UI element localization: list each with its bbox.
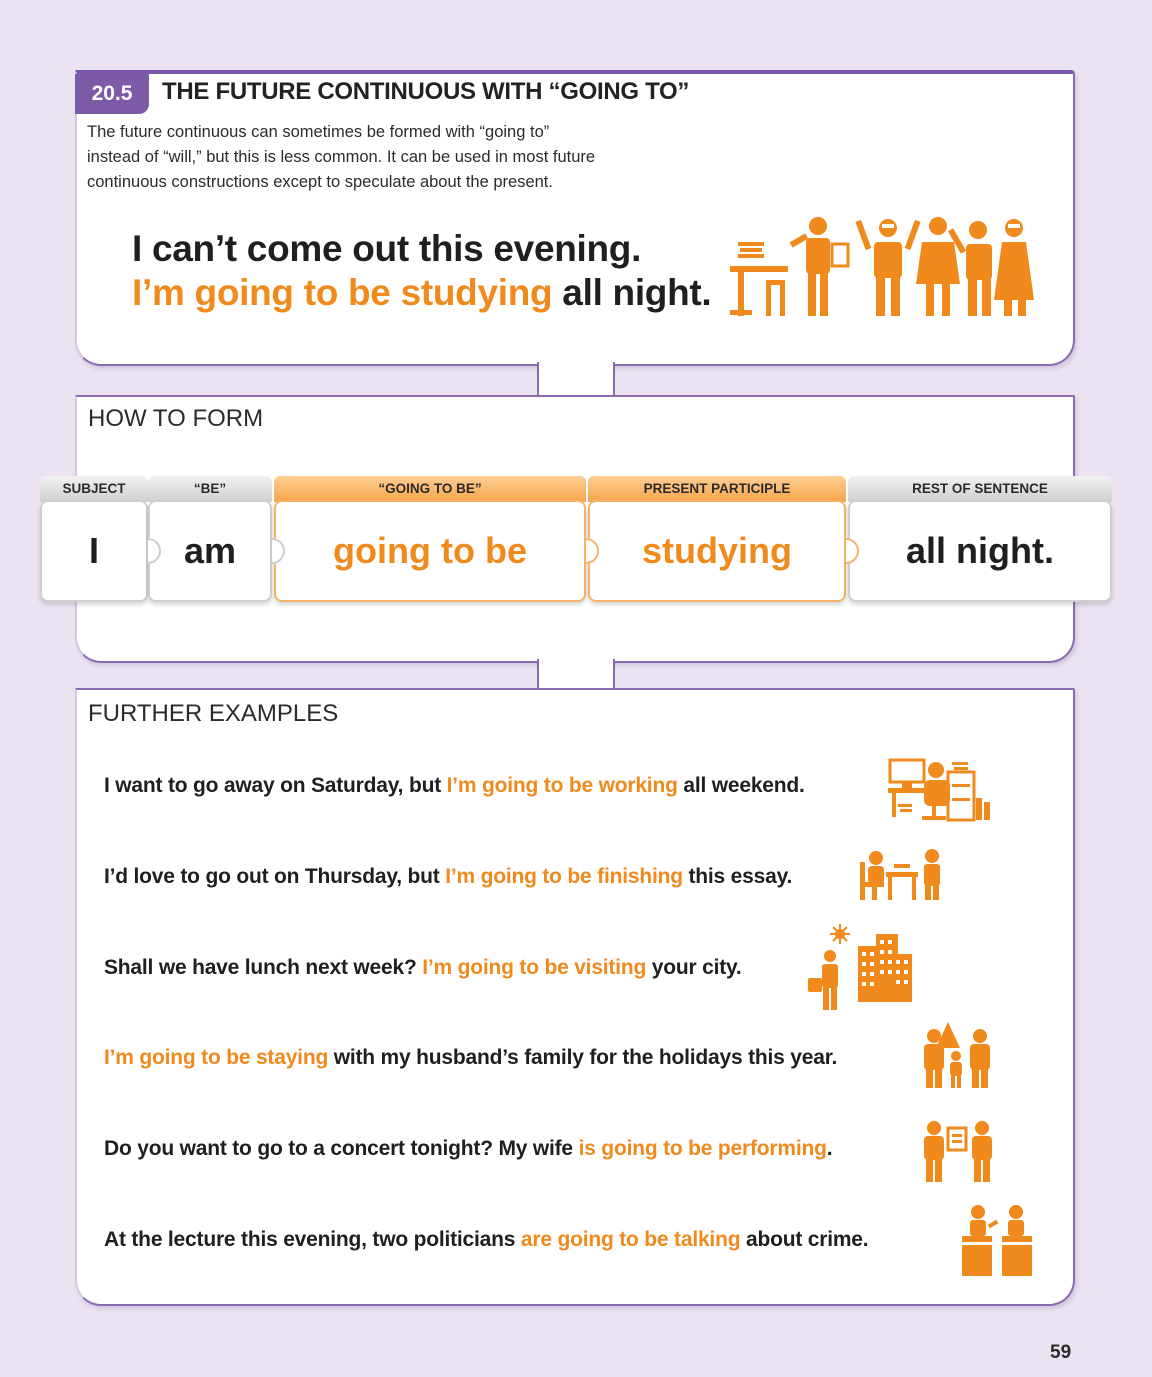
politicians-debate-icon xyxy=(962,1202,1034,1276)
intro-text xyxy=(87,120,677,195)
example-text: your city. xyxy=(646,956,742,979)
example-highlight: is going to be performing xyxy=(578,1137,827,1160)
intro-line: instead of “will,” but this is less common. It can be used in most future xyxy=(87,148,596,166)
example-text: I’d love to go out on Thursday, but xyxy=(104,865,446,888)
main-example-highlight: I’m going to be studying xyxy=(132,272,553,313)
formula-label-rest-of-sentence: REST OF SENTENCE xyxy=(848,476,1112,502)
example-sentence xyxy=(104,1228,868,1252)
formula-piece-present-participle: studying xyxy=(588,500,846,602)
example-text: At the lecture this evening, two politicians xyxy=(104,1228,521,1251)
example-highlight: I’m going to be visiting xyxy=(422,956,647,979)
example-sentence xyxy=(104,1046,837,1070)
concert-performer-icon xyxy=(922,1118,996,1184)
example-highlight: are going to be talking xyxy=(520,1228,741,1251)
section-title: THE FUTURE CONTINUOUS WITH “GOING TO” xyxy=(162,78,690,105)
formula-piece-be: am xyxy=(148,500,272,602)
formula-label-be: “BE” xyxy=(148,476,272,502)
formula-label-present-participle: PRESENT PARTICIPLE xyxy=(588,476,846,502)
example-highlight: I’m going to be staying xyxy=(104,1046,329,1069)
formula-piece-going-to-be: going to be xyxy=(274,500,586,602)
example-sentence xyxy=(104,1137,832,1161)
panel-connector xyxy=(537,659,615,691)
traveler-city-icon xyxy=(806,924,914,1012)
how-to-form-heading: HOW TO FORM xyxy=(88,405,264,432)
section-number-badge: 20.5 xyxy=(75,74,149,114)
family-icon xyxy=(920,1022,994,1090)
example-text: Do you want to go to a concert tonight? My wife xyxy=(104,1137,579,1160)
study-party-illustration-icon xyxy=(728,214,1038,318)
example-text: all weekend. xyxy=(677,774,805,797)
formula-piece-subject: I xyxy=(40,500,148,602)
example-text: Shall we have lunch next week? xyxy=(104,956,423,979)
panel-connector xyxy=(537,362,615,398)
office-worker-icon xyxy=(888,758,994,822)
further-examples-heading: FURTHER EXAMPLES xyxy=(88,700,339,727)
example-highlight: I’m going to be finishing xyxy=(445,865,683,888)
example-sentence xyxy=(104,865,792,889)
example-sentence xyxy=(104,774,805,798)
example-text: with my husband’s family for the holidays this year. xyxy=(328,1046,838,1069)
example-highlight: I’m going to be working xyxy=(446,774,678,797)
page-number: 59 xyxy=(1050,1342,1072,1363)
example-text: this essay. xyxy=(682,865,793,888)
example-text: I want to go away on Saturday, but xyxy=(104,774,447,797)
main-example-line-2 xyxy=(132,272,711,314)
main-example-rest: all night. xyxy=(552,272,712,313)
main-example-line-1: I can’t come out this evening. xyxy=(132,228,642,269)
student-at-desk-icon xyxy=(858,848,944,902)
example-text: . xyxy=(826,1137,833,1160)
example-text: about crime. xyxy=(740,1228,869,1251)
example-sentence xyxy=(104,956,742,980)
formula-piece-rest-of-sentence: all night. xyxy=(848,500,1112,602)
formula-label-going-to-be: “GOING TO BE” xyxy=(274,476,586,502)
formula-label-subject: SUBJECT xyxy=(40,476,148,502)
intro-line: continuous constructions except to speculate about the present. xyxy=(87,173,553,191)
intro-line: The future continuous can sometimes be formed with “going to” xyxy=(87,123,550,141)
